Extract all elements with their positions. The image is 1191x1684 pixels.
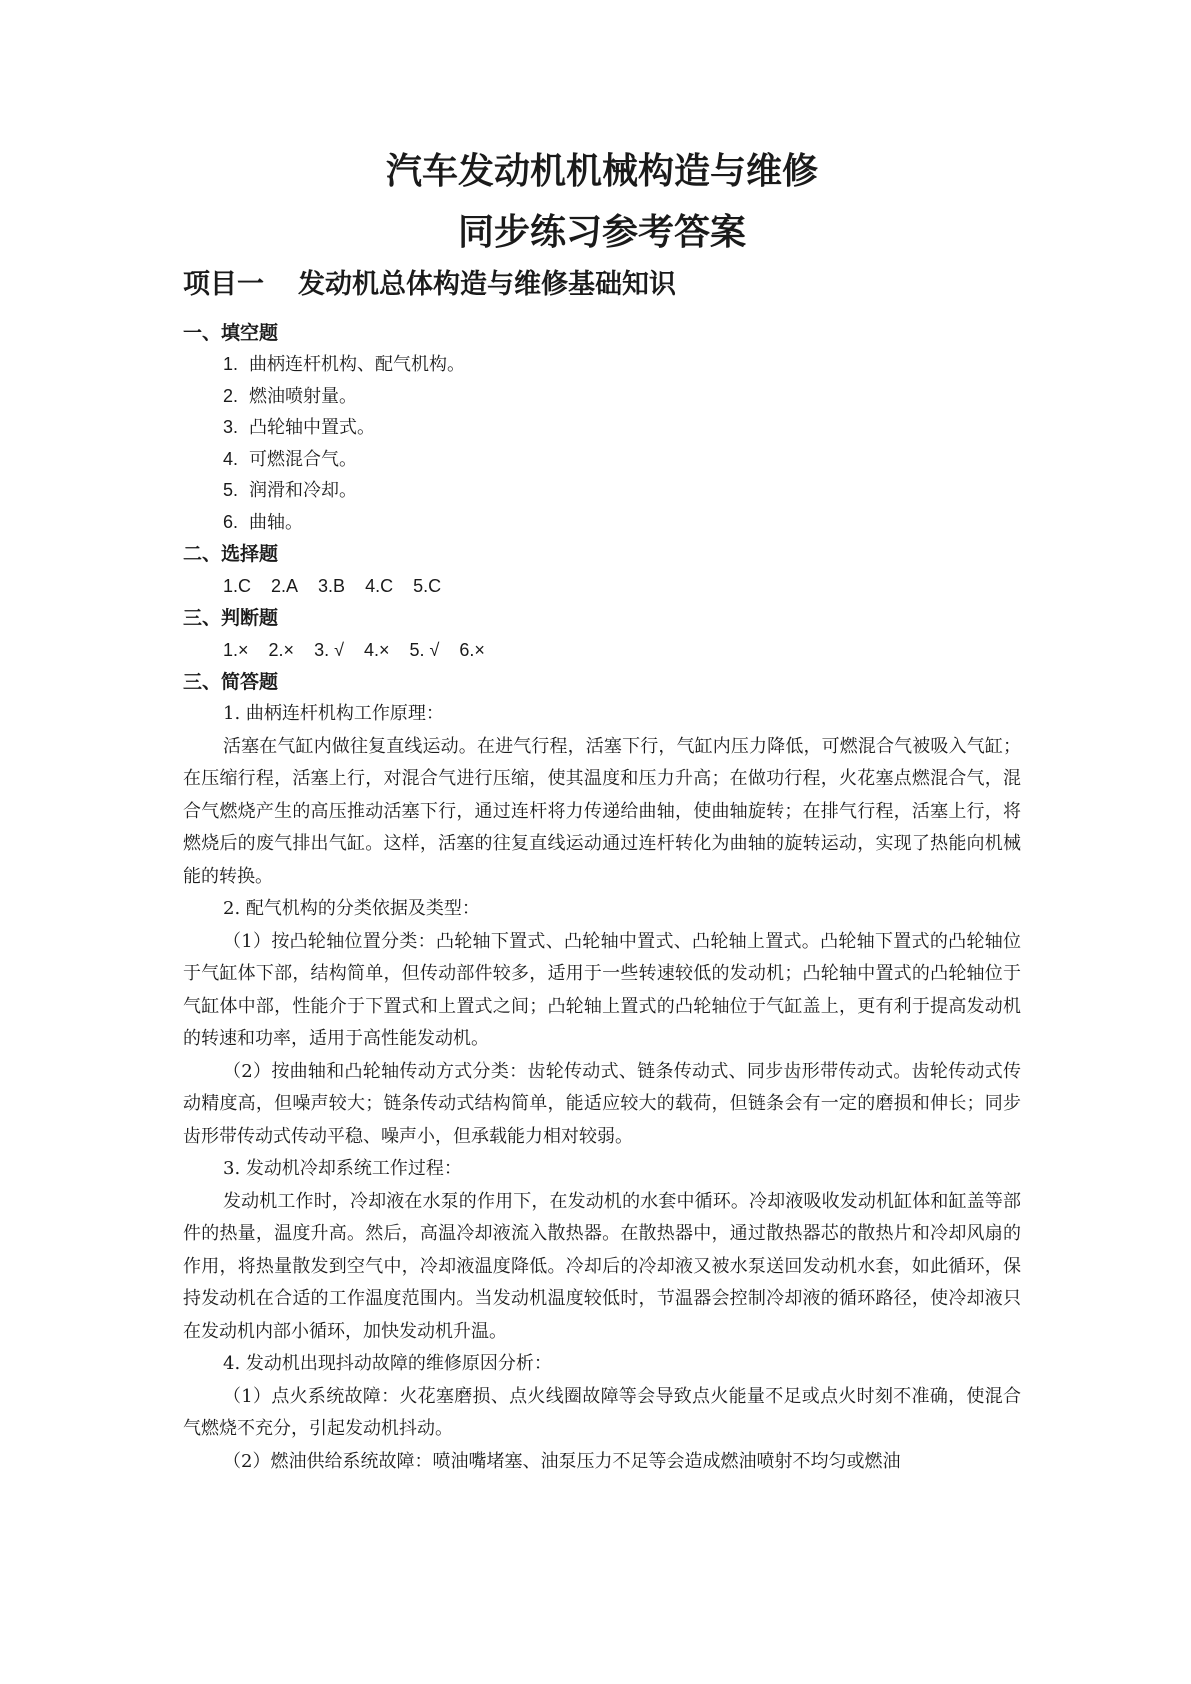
choice-answer: 5.C — [413, 576, 442, 596]
section-heading-short-answer: 三、简答题 — [183, 671, 279, 693]
item-number: 5. — [223, 480, 239, 500]
item-text: 燃油喷射量。 — [249, 385, 357, 407]
item-text: 润滑和冷却。 — [249, 480, 357, 501]
choice-answer: 3.B — [318, 576, 346, 596]
project-number: 项目一 — [183, 269, 264, 300]
project-heading — [183, 265, 1021, 305]
list-item — [183, 412, 1021, 444]
item-number: 2. — [223, 385, 239, 406]
question-2-answer-part-2: （2）按曲轴和凸轮轴传动方式分类：齿轮传动式、链条传动式、同步齿形带传动式。齿轮传动式传动精度高，但噪声较大；链条传动式结构简单，能适应较大的载荷，但链条会有一定的磨损和伸长；同步齿形带传动式传动平稳、噪声小，但承载能力相对较弱。 — [183, 1060, 1021, 1147]
item-number: 6. — [223, 511, 239, 532]
judge-answer: 4.× — [363, 640, 390, 660]
section-heading-fill-blank: 一、填空题 — [183, 322, 279, 344]
question-1-answer: 活塞在气缸内做往复直线运动。在进气行程，活塞下行，气缸内压力降低，可燃混合气被吸入气缸；在压缩行程，活塞上行，对混合气进行压缩，使其温度和压力升高；在做功行程，火花塞点燃混合气，混合气燃烧产生的高压推动活塞下行，通过连杆将力传递给曲轴，使曲轴旋转；在排气行程，活塞上行，将燃烧后的废气排出气缸。这样，活塞的往复直线运动通过连杆转化为曲轴的旋转运动，实现了热能向机械能的转换。 — [183, 735, 1021, 887]
judge-answer: 5. √ — [409, 640, 440, 660]
question-4-title: 4. 发动机出现抖动故障的维修原因分析： — [223, 1353, 552, 1374]
project-name: 发动机总体构造与维修基础知识 — [298, 269, 676, 300]
section-heading-judge: 三、判断题 — [183, 607, 279, 629]
question-2-title: 2. 配气机构的分类依据及类型： — [223, 898, 480, 919]
judge-answer: 6.× — [459, 640, 485, 660]
item-text: 可燃混合气。 — [249, 448, 357, 470]
fill-blank-list — [183, 349, 1021, 538]
item-text: 曲柄连杆机构、配气机构。 — [249, 354, 465, 375]
question-3-title: 3. 发动机冷却系统工作过程： — [223, 1158, 462, 1179]
judge-answers — [183, 634, 1021, 666]
judge-answer: 1.× — [223, 640, 249, 660]
question-4-answer-part-1: （1）点火系统故障：火花塞磨损、点火线圈故障等会导致点火能量不足或点火时刻不准确，使混合气燃烧不充分，引起发动机抖动。 — [183, 1385, 1021, 1439]
choice-answer: 4.C — [365, 576, 394, 596]
item-number: 3. — [223, 417, 239, 437]
list-item — [183, 381, 1021, 413]
list-item — [183, 349, 1021, 381]
judge-answer: 3. √ — [314, 640, 344, 660]
question-4-answer-part-2: （2）燃油供给系统故障：喷油嘴堵塞、油泵压力不足等会造成燃油喷射不均匀或燃油 — [223, 1450, 901, 1472]
document-title: 汽车发动机机械构造与维修 — [385, 151, 818, 192]
question-2-answer-part-1: （1）按凸轮轴位置分类：凸轮轴下置式、凸轮轴中置式、凸轮轴上置式。凸轮轴下置式的凸轮轴位于气缸体下部，结构简单，但传动部件较多，适用于一些转速较低的发动机；凸轮轴中置式的凸轮轴位于气缸体中部，性能介于下置式和上置式之间；凸轮轴上置式的凸轮轴位于气缸盖上，更有利于提高发动机的转速和功率，适用于高性能发动机。 — [183, 930, 1021, 1049]
list-item — [183, 444, 1021, 476]
question-3-answer: 发动机工作时，冷却液在水泵的作用下，在发动机的水套中循环。冷却液吸收发动机缸体和缸盖等部件的热量，温度升高。然后，高温冷却液流入散热器。在散热器中，通过散热器芯的散热片和冷却风扇的作用，将热量散发到空气中，冷却液温度降低。冷却后的冷却液又被水泵送回发动机水套，如此循环，保持发动机在合适的工作温度范围内。当发动机温度较低时，节温器会控制冷却液的循环路径，使冷却液只在发动机内部小循环，加快发动机升温。 — [183, 1190, 1021, 1342]
item-text: 凸轮轴中置式。 — [249, 417, 375, 438]
document-subtitle: 同步练习参考答案 — [457, 212, 746, 253]
item-number: 1. — [223, 354, 239, 374]
choice-answers — [183, 570, 1021, 602]
item-number: 4. — [223, 448, 239, 469]
list-item — [183, 507, 1021, 539]
section-heading-choice: 二、选择题 — [183, 543, 279, 565]
choice-answer: 1.C — [223, 576, 252, 596]
item-text: 曲轴。 — [249, 511, 303, 533]
list-item — [183, 475, 1021, 507]
choice-answer: 2.A — [271, 576, 299, 596]
question-1-title: 1. 曲柄连杆机构工作原理： — [223, 703, 444, 724]
judge-answer: 2.× — [268, 640, 295, 660]
